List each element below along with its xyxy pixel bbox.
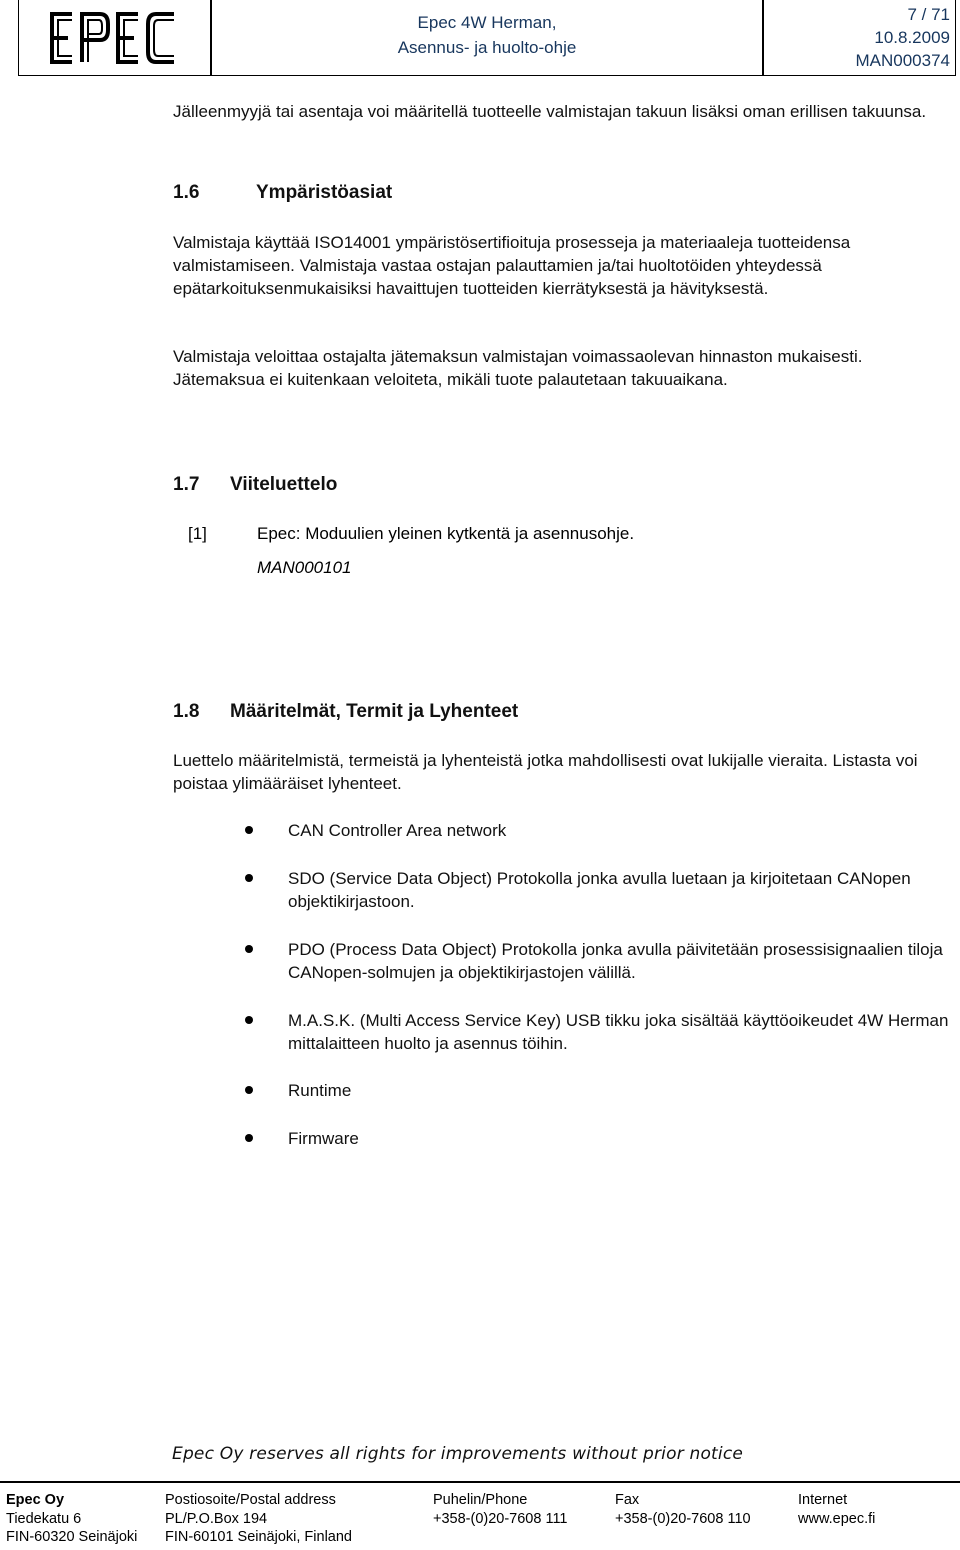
section-number: 1.8 bbox=[173, 701, 200, 722]
section-title: Määritelmät, Termit ja Lyhenteet bbox=[230, 701, 519, 722]
footer-phone bbox=[433, 1491, 568, 1528]
footer-rule bbox=[0, 1481, 960, 1483]
header-subtitle: Asennus- ja huolto-ohje bbox=[397, 38, 577, 57]
header-title: Epec 4W Herman, bbox=[417, 13, 557, 32]
term-item: M.A.S.K. (Multi Access Service Key) USB tikku joka sisältää käyttöoikeudet 4W Herman mittalaitteen huolto ja asennus töihin. bbox=[288, 1011, 949, 1053]
section-number: 1.7 bbox=[173, 474, 200, 495]
footer-company bbox=[6, 1491, 137, 1547]
bullet-icon bbox=[245, 1016, 253, 1024]
fax-label: Fax bbox=[615, 1492, 640, 1508]
intro-paragraph: Jälleenmyyjä tai asentaja voi määritellä tuotteelle valmistajan takuun lisäksi oman erillisen takuunsa. bbox=[173, 102, 927, 121]
term-item: CAN Controller Area network bbox=[288, 821, 507, 840]
header-date: 10.8.2009 bbox=[874, 28, 950, 47]
term-item: PDO (Process Data Object) Protokolla jonka avulla päivitetään prosessisignaalien tiloja CANopen-solmujen ja objektikirjastojen välillä. bbox=[288, 940, 943, 982]
bullet-icon bbox=[245, 1086, 253, 1094]
reference-text: Epec: Moduulien yleinen kytkentä ja asennusohje. bbox=[257, 524, 635, 543]
section-title: Ympäristöasiat bbox=[256, 182, 393, 203]
bullet-icon bbox=[245, 1134, 253, 1142]
section-title: Viiteluettelo bbox=[230, 474, 338, 495]
phone-number: +358-(0)20-7608 111 bbox=[433, 1510, 568, 1527]
section-number: 1.6 bbox=[173, 182, 200, 203]
postal-label: Postiosoite/Postal address bbox=[165, 1492, 336, 1508]
term-item: Firmware bbox=[288, 1129, 359, 1148]
definitions-intro: Luettelo määritelmistä, termeistä ja lyhenteistä jotka mahdollisesti ovat lukijalle vieraita. Listasta voi poistaa ylimääräiset lyhenteet. bbox=[173, 751, 918, 793]
term-item: Runtime bbox=[288, 1081, 352, 1100]
company-city: FIN-60320 Seinäjoki bbox=[6, 1529, 138, 1545]
website-link[interactable]: www.epec.fi bbox=[798, 1510, 876, 1527]
fax-number: +358-(0)20-7608 110 bbox=[615, 1510, 751, 1527]
bullet-icon bbox=[245, 874, 253, 882]
bullet-icon bbox=[245, 945, 253, 953]
footer-postal bbox=[165, 1491, 352, 1547]
epec-logo bbox=[44, 8, 180, 68]
reference-label: [1] bbox=[188, 524, 207, 543]
postal-box: PL/P.O.Box 194 bbox=[165, 1510, 268, 1527]
footer-fax bbox=[615, 1491, 751, 1528]
doc-code: MAN000374 bbox=[855, 51, 950, 70]
env-paragraph-2: Valmistaja veloittaa ostajalta jätemaksun valmistajan voimassaolevan hinnaston mukaisesti. Jätemaksua ei kuitenkaan veloiteta, mikäli tuote palautetaan takuuaikana. bbox=[173, 347, 863, 389]
page-number: 7 / 71 bbox=[907, 5, 950, 24]
postal-city: FIN-60101 Seinäjoki, Finland bbox=[165, 1529, 352, 1545]
company-name: Epec Oy bbox=[6, 1492, 65, 1508]
footer-notice: Epec Oy reserves all rights for improvements without prior notice bbox=[172, 1444, 744, 1464]
env-paragraph-1: Valmistaja käyttää ISO14001 ympäristösertifioituja prosesseja ja materiaaleja tuotteidensa valmistamiseen. Valmistaja vastaa ostajan palauttamien ja/tai huoltotöiden yhteydessä epätarkoituksenmukaisiksi havaittujen tuotteiden kierrätyksestä ja hävityksestä. bbox=[173, 233, 851, 298]
company-street: Tiedekatu 6 bbox=[6, 1510, 82, 1527]
phone-label: Puhelin/Phone bbox=[433, 1492, 528, 1508]
bullet-icon bbox=[245, 826, 253, 834]
reference-code: MAN000101 bbox=[257, 558, 352, 577]
term-item: SDO (Service Data Object) Protokolla jonka avulla luetaan ja kirjoitetaan CANopen objektikirjastoon. bbox=[288, 869, 911, 911]
internet-label: Internet bbox=[798, 1492, 848, 1508]
footer-internet bbox=[798, 1491, 875, 1528]
